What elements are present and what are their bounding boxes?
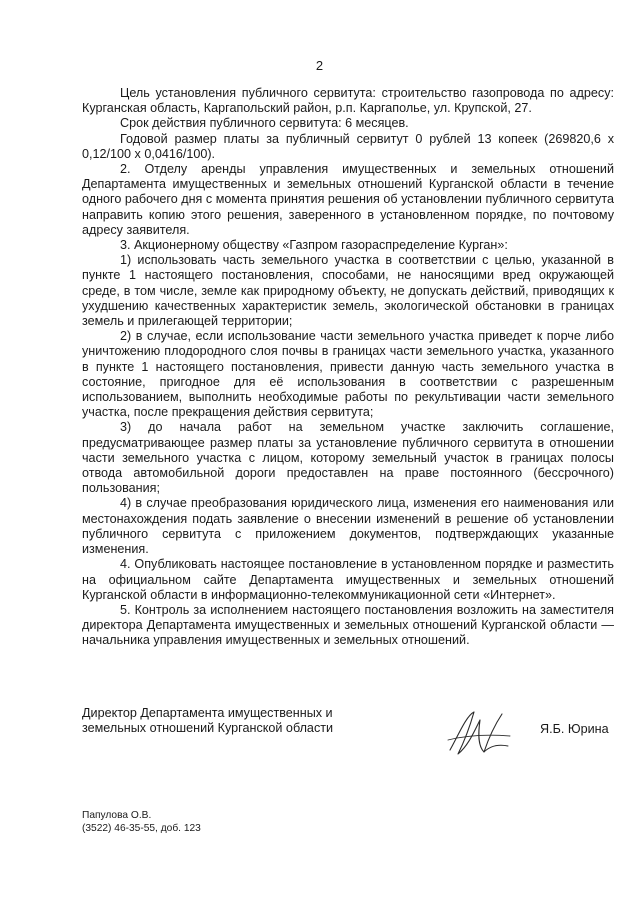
executor-block — [82, 809, 201, 835]
paragraph-item-3-4: 4) в случае преобразования юридического лица, изменения его наименования или местонахождения подать заявление о внесении изменений в решение об установлении публичного сервитута с приложением документов, подтверждающих указанные изменения. — [82, 496, 614, 557]
paragraph-servitude-term: Срок действия публичного сервитута: 6 месяцев. — [120, 116, 409, 131]
signature-block — [82, 706, 622, 766]
page-number: 2 — [315, 58, 324, 73]
paragraph-item-3-1: 1) использовать часть земельного участка в соответствии с целью, указанной в пункте 1 настоящего постановления, способами, не наносящими вред окружающей среде, в том числе, земле как природному объекту, не допускать действий, приводящих к ухудшению качественных характеристик земель, экологической обстановки в границах земель и прилегающей территории; — [82, 253, 614, 329]
paragraph-item-3-3: 3) до начала работ на земельном участке заключить соглашение, предусматривающее размер платы за установление публичного сервитута в отношении части земельного участка с лицом, которому земельный участок в границах полосы отвода автомобильной дороги предоставлен на праве постоянного (бессрочного) пользования; — [82, 420, 614, 496]
executor-phone: (3522) 46-35-55, доб. 123 — [82, 823, 201, 834]
handwritten-signature-icon — [444, 706, 516, 762]
signer-name: Я.Б. Юрина — [540, 722, 609, 736]
paragraph-servitude-purpose: Цель установления публичного сервитута: строительство газопровода по адресу: Курганская область, Каргапольский район, р.п. Каргаполье, ул. Крупской, 27. — [82, 86, 614, 116]
executor-name: Папулова О.В. — [82, 810, 152, 821]
signer-title-line-2: земельных отношений Курганской области — [82, 721, 334, 736]
paragraph-item-3-2: 2) в случае, если использование части земельного участка приведет к порче либо уничтожению плодородного слоя почвы в границах части земельного участка, указанного в пункте 1 настоящего постановления, привести данную часть земельного участка в состояние, пригодное для её использования в соответствии с разрешенным использованием, выполнить необходимые работы по рекультивации части земельного участка, после прекращения действия сервитута; — [82, 329, 614, 420]
paragraph-item-4: 4. Опубликовать настоящее постановление в установленном порядке и разместить на официальном сайте Департамента имущественных и земельных отношений Курганской области в информационно-телекоммуникационной сети «Интернет». — [82, 557, 614, 602]
paragraph-item-3: 3. Акционерному обществу «Газпром газораспределение Курган»: — [120, 238, 508, 253]
paragraph-item-5: 5. Контроль за исполнением настоящего постановления возложить на заместителя директора Департамента имущественных и земельных отношений Курганской области — начальника управления имущественных и земельных отношений. — [82, 602, 614, 648]
signer-title — [82, 706, 382, 737]
signer-title-line-1: Директор Департамента имущественных и — [82, 706, 333, 720]
paragraph-annual-fee: Годовой размер платы за публичный сервитут 0 рублей 13 копеек (269820,6 х 0,12/100 х 0,0416/100). — [82, 131, 614, 161]
document-body — [82, 86, 614, 649]
paragraph-item-2: 2. Отделу аренды управления имущественных и земельных отношений Департамента имущественных и земельных отношений Курганской области в течение одного рабочего дня с момента принятия решения об установлении публичного сервитута направить копию этого решения, заверенного в установленном порядке, по почтовому адресу заявителя. — [82, 162, 614, 237]
